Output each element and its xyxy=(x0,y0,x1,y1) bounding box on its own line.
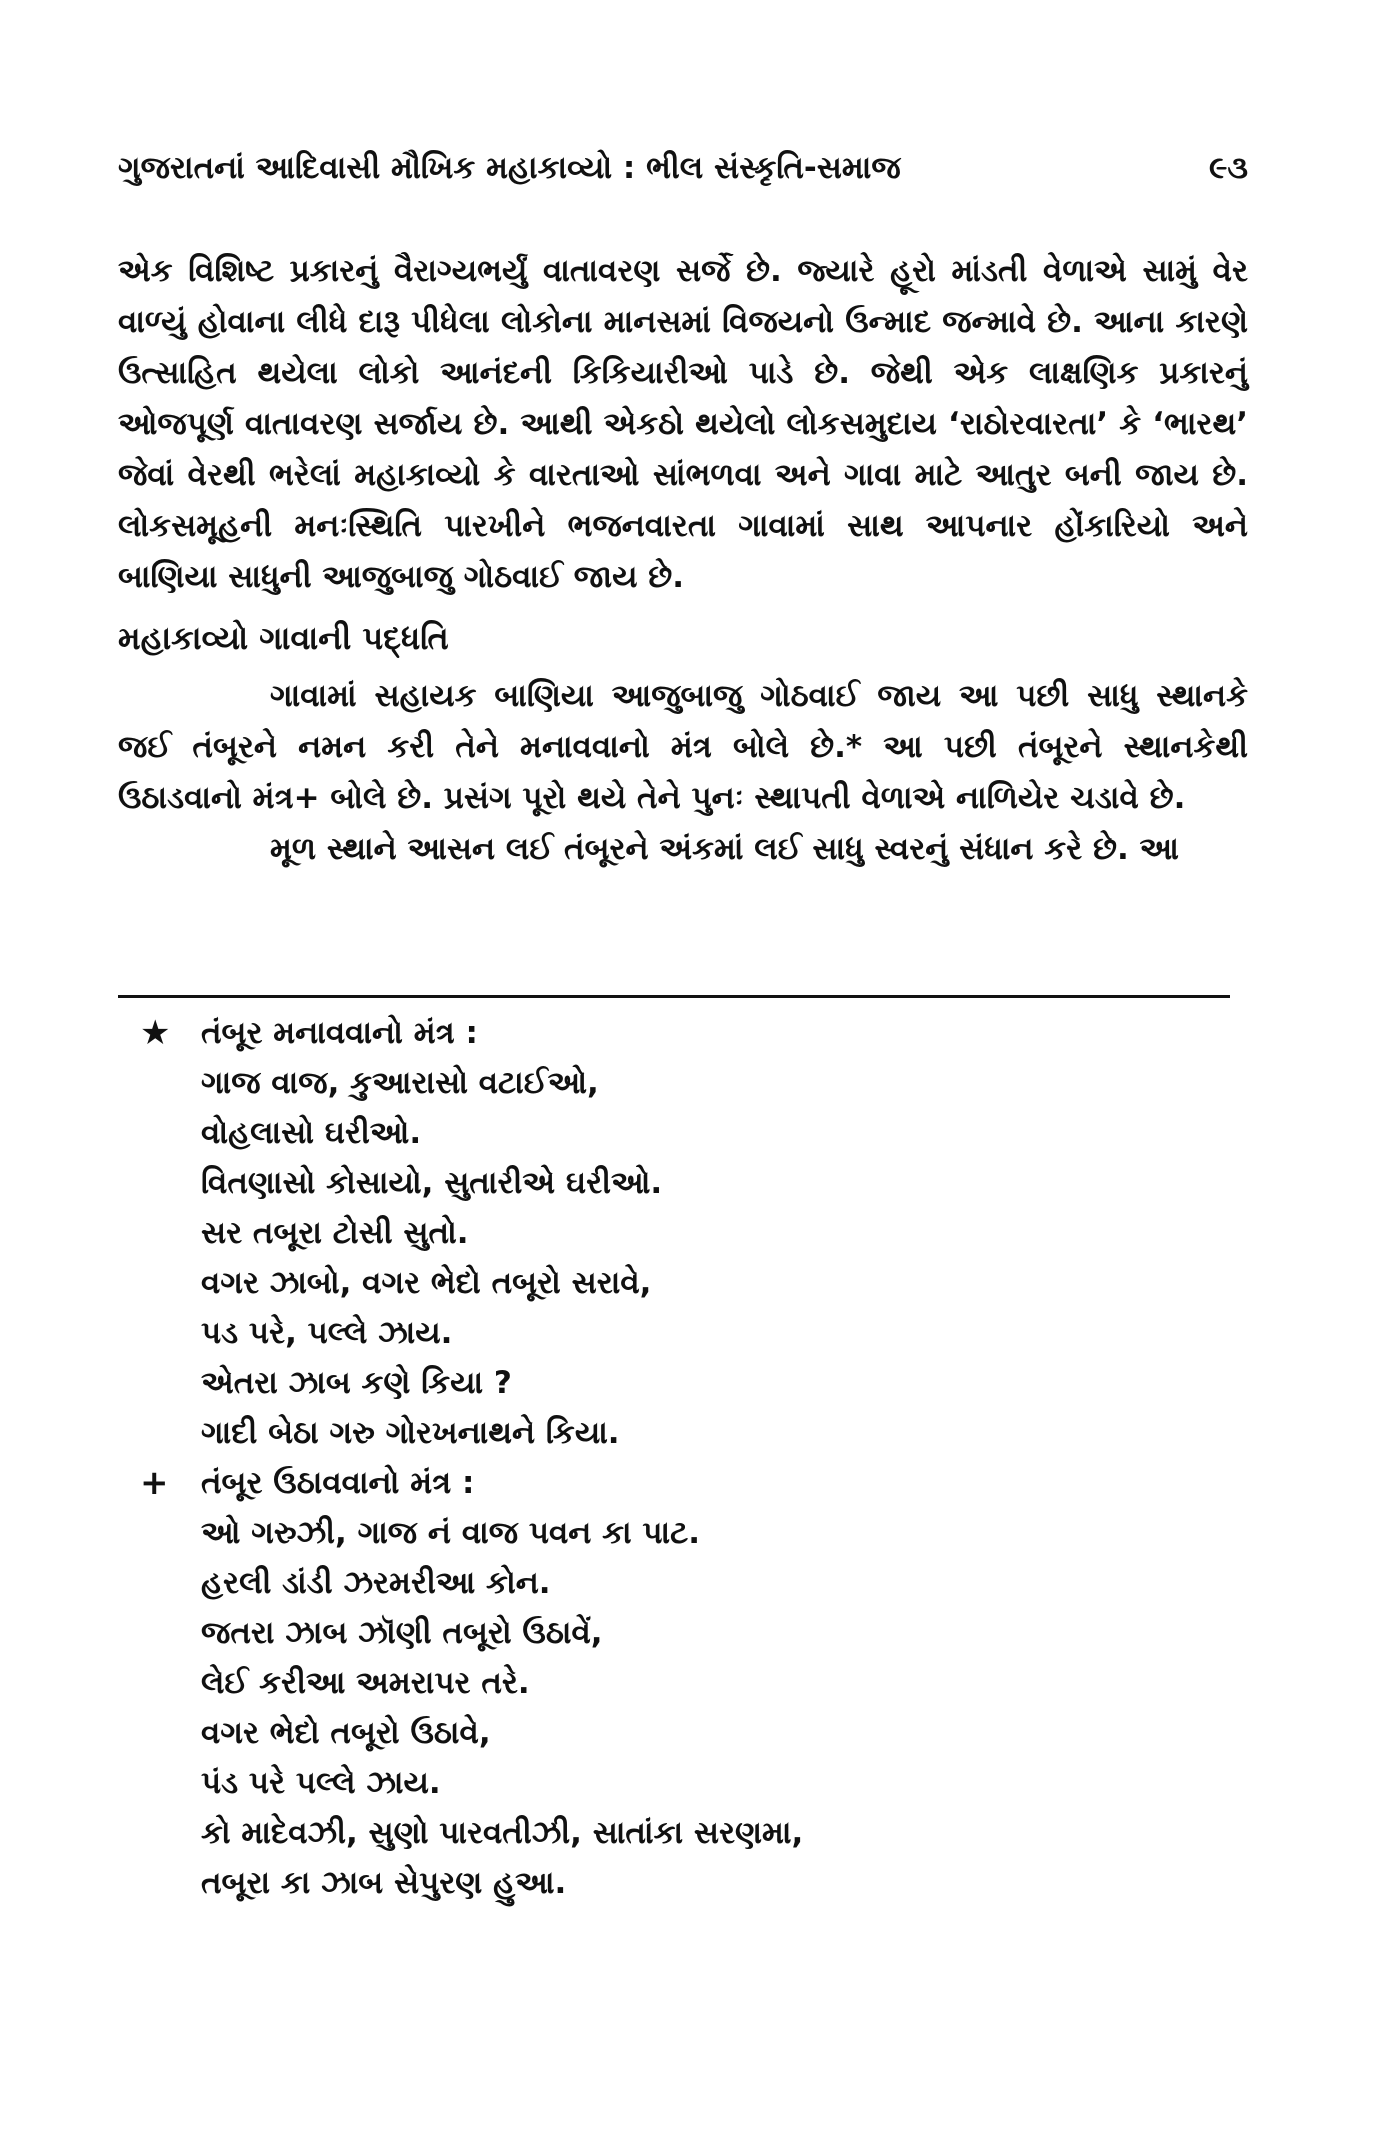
verse-line: પડ પરે, પલ્લે ઝાય. xyxy=(201,1315,453,1351)
running-header xyxy=(118,150,1248,210)
footnote-star-title: તંબૂર મનાવવાનો મંત્ર : xyxy=(201,1015,478,1051)
verse-line: જતરા ઝાબ ઝૉણી તબૂરો ઉઠાવેં, xyxy=(201,1615,603,1651)
main-text xyxy=(118,246,1248,875)
footnote-star-marker: ★ xyxy=(140,1013,171,1053)
footnote-divider xyxy=(118,995,1230,998)
footnotes xyxy=(118,1008,1248,1908)
paragraph-2: ગાવામાં સહાયક બાણિયા આજુબાજુ ગોઠવાઈ જાય આ પછી સાધુ સ્થાનકે જઈ તંબૂરને નમન કરી તેને મનાવવાનો મંત્ર બોલે છે.* આ પછી તંબૂરને સ્થાનકેથી ઉઠાડવાનો મંત્ર+ બોલે છે. પ્રસંગ પૂરો થયે તેને પુનઃ સ્થાપતી વેળાએ નાળિયેર ચડાવે છે. xyxy=(118,678,1248,816)
verse-line: પંડ પરે પલ્લે ઝાય. xyxy=(201,1765,441,1801)
verse-line: ઓ ગરુઝી, ગાજ નં વાજ પવન કા પાટ. xyxy=(201,1515,700,1551)
verse-line: વગર ભેદો તબૂરો ઉઠાવે, xyxy=(201,1715,491,1751)
footnote-plus-title: તંબૂર ઉઠાવવાનો મંત્ર : xyxy=(201,1465,475,1501)
verse-line: કો માદેવઝી, સુણો પારવતીઝી, સાતાંકા સરણમા, xyxy=(201,1815,804,1851)
verse-line: ગાજ વાજ, કુઆરાસો વટાઈઓ, xyxy=(201,1065,599,1101)
verse-line: હરલી ડાંડી ઝરમરીઆ કોન. xyxy=(201,1565,551,1601)
verse-line: વોહલાસો ઘરીઓ. xyxy=(201,1115,422,1151)
verse-line: સર તબૂરા ટોસી સુતો. xyxy=(201,1215,469,1251)
section-heading: મહાકાવ્યો ગાવાની પદ્ધતિ xyxy=(118,619,449,657)
footnote-star xyxy=(118,1008,1248,1458)
running-header-title: ગુજરાતનાં આદિવાસી મૌખિક મહાકાવ્યો : ભીલ સંસ્કૃતિ-સમાજ xyxy=(118,150,901,186)
verse-line: તબૂરા કા ઝાબ સેપુરણ હુઆ. xyxy=(201,1865,567,1901)
footnote-plus-marker: + xyxy=(140,1463,169,1503)
verse-line: વગર ઝાબો, વગર ભેદો તબૂરો સરાવે, xyxy=(201,1265,652,1301)
verse-line: એતરા ઝાબ કણે કિયા ? xyxy=(201,1365,512,1401)
paragraph-1: એક વિશિષ્ટ પ્રકારનું વૈરાગ્યભર્યું વાતાવરણ સર્જે છે. જ્યારે હૂરો માંડતી વેળાએ સામું વેર વાળ્યું હોવાના લીધે દારૂ પીધેલા લોકોના માનસમાં વિજયનો ઉન્માદ જન્માવે છે. આના કારણે ઉત્સાહિત થયેલા લોકો આનંદની કિકિયારીઓ પાડે છે. જેથી એક લાક્ષણિક પ્રકારનું ઓજપૂર્ણ વાતાવરણ સર્જાય છે. આથી એકઠો થયેલો લોકસમુદાય ‘રાઠોરવારતા’ કે ‘ભારથ’ જેવાં વેરથી ભરેલાં મહાકાવ્યો કે વારતાઓ સાંભળવા અને ગાવા માટે આતુર બની જાય છે. લોકસમૂહની મનઃસ્થિતિ પારખીને ભજનવારતા ગાવામાં સાથ આપનાર હોંકારિયો અને બાણિયા સાધુની આજુબાજુ ગોઠવાઈ જાય છે. xyxy=(118,253,1248,595)
verse-line: લેઈ કરીઆ અમરાપર તરે. xyxy=(201,1665,530,1701)
paragraph-3: મૂળ સ્થાને આસન લઈ તંબૂરને અંકમાં લઈ સાધુ સ્વરનું સંધાન કરે છે. આ xyxy=(270,831,1179,867)
verse-line: વિતણાસો કોસાયો, સુતારીએ ઘરીઓ. xyxy=(201,1165,663,1201)
verse-line: ગાદી બેઠા ગરુ ગોરખનાથને કિયા. xyxy=(201,1415,620,1451)
footnote-plus xyxy=(118,1458,1248,1908)
page-number: ૯૩ xyxy=(1209,150,1248,186)
